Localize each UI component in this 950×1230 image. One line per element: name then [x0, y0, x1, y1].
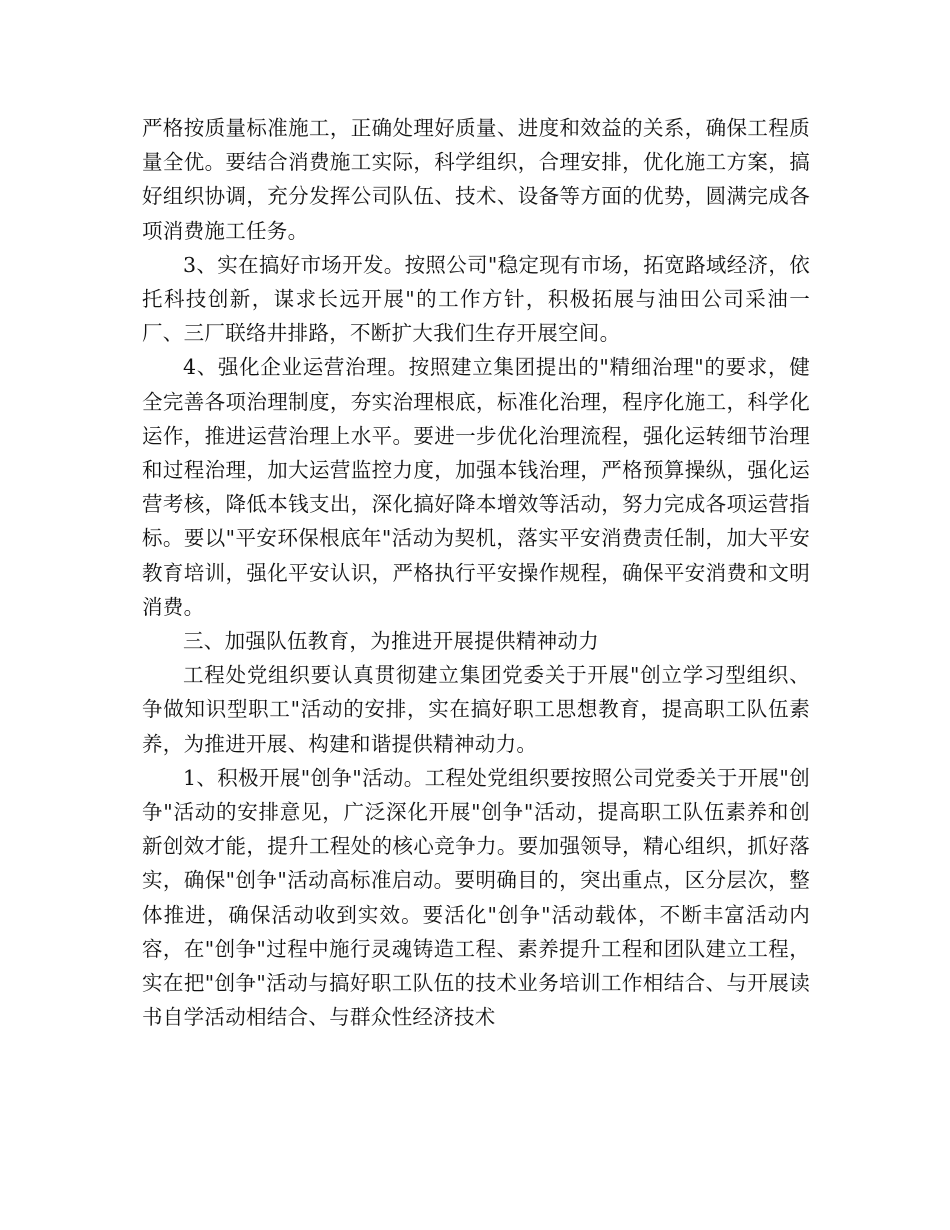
- paragraph-section-intro: 工程处党组织要认真贯彻建立集团党委关于开展"创立学习型组织、争做知识型职工"活动的安排，实在搞好职工思想教育，提高职工队伍素养，为推进开展、构建和谐提供精神动力。: [142, 663, 810, 756]
- section-heading-team-education: 三、加强队伍教育，为推进开展提供精神动力: [183, 629, 599, 654]
- paragraph-chuangzheng-activity: 1、积极开展"创争"活动。工程处党组织要按照公司党委关于开展"创争"活动的安排意见，广泛深化开展"创争"活动，提高职工队伍素养和创新创效才能，提升工程处的核心竞争力。要加强领导，精心组织，抓好落实，确保"创争"活动高标准启动。要明确目的，突出重点，区分层次，整体推进，确保活动收到实效。要活化"创争"活动载体，不断丰富活动内容，在"创争"过程中施行灵魂铸造工程、素养提升工程和团队建立工程，实在把"创争"活动与搞好职工队伍的技术业务培训工作相结合、与开展读书自学活动相结合、与群众性经济技术: [142, 765, 810, 1030]
- paragraph-continued: 严格按质量标准施工，正确处理好质量、进度和效益的关系，确保工程质量全优。要结合消费施工实际，科学组织，合理安排，优化施工方案，搞好组织协调，充分发挥公司队伍、技术、设备等方面的优势，圆满完成各项消费施工任务。: [142, 116, 810, 243]
- paragraph-market-development: 3、实在搞好市场开发。按照公司"稳定现有市场，拓宽路域经济，依托科技创新，谋求长远开展"的工作方针，积极拓展与油田公司采油一厂、三厂联络井排路，不断扩大我们生存开展空间。: [142, 252, 810, 346]
- document-body: [142, 111, 810, 1034]
- paragraph-operation-management: 4、强化企业运营治理。按照建立集团提出的"精细治理"的要求，健全完善各项治理制度，夯实治理根底，标准化治理，程序化施工，科学化运作，推进运营治理上水平。要进一步优化治理流程，强化运转细节治理和过程治理，加大运营监控力度，加强本钱治理，严格预算操纵，强化运营考核，降低本钱支出，深化搞好降本增效等活动，努力完成各项运营指标。要以"平安环保根底年"活动为契机，落实平安消费责任制，加大平安教育培训，强化平安认识，严格执行平安操作规程，确保平安消费和文明消费。: [142, 355, 810, 619]
